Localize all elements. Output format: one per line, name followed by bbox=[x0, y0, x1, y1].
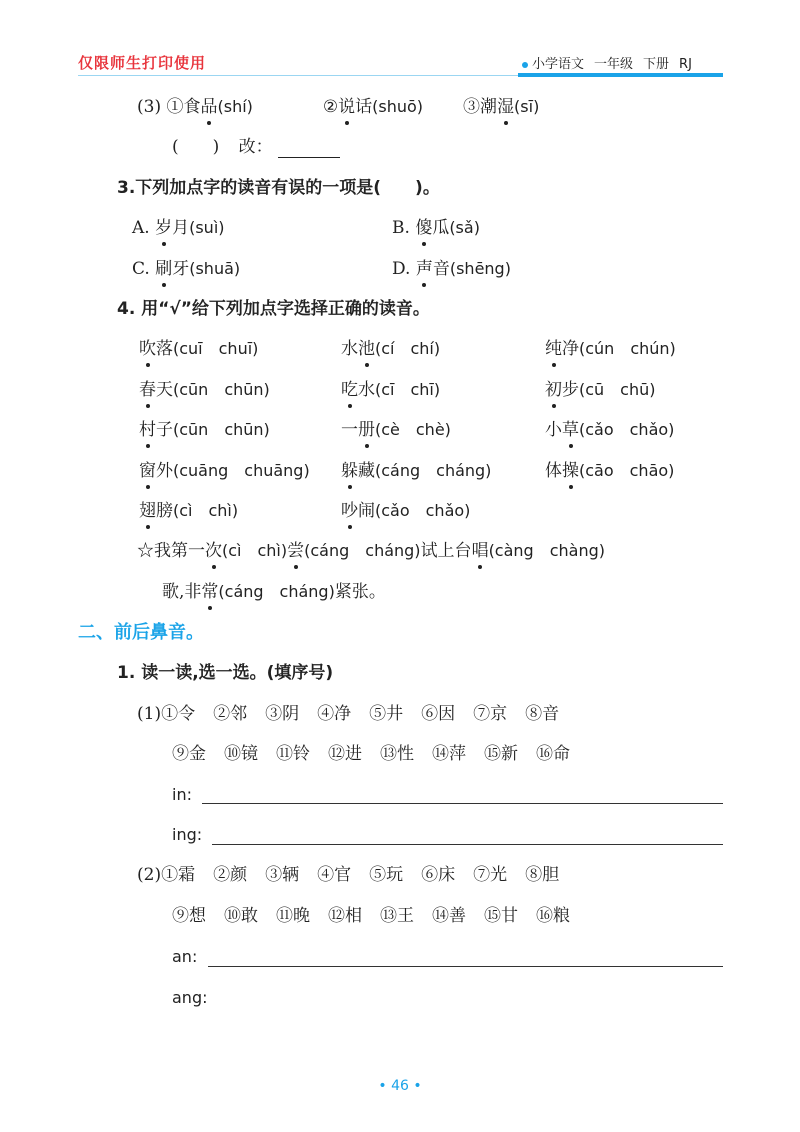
option-label: D. bbox=[392, 259, 411, 279]
sec2-q1-title: 1. 读一读,选一选。(填序号) bbox=[117, 663, 334, 683]
q3-option-b bbox=[392, 217, 480, 239]
dotted-char: 岁 bbox=[155, 218, 173, 238]
char: 音 bbox=[542, 704, 560, 724]
numbered-char bbox=[265, 864, 317, 886]
char: 官 bbox=[334, 865, 352, 885]
answer-paren: ( ) bbox=[172, 137, 220, 157]
volume-label: 下册 bbox=[643, 57, 670, 72]
correction-label: 改： bbox=[238, 137, 273, 157]
circled-number: ⑬ bbox=[380, 744, 397, 764]
circled-number: ③ bbox=[265, 704, 283, 724]
pinyin: (cí chí) bbox=[375, 339, 441, 358]
pinyin: (shí) bbox=[217, 97, 253, 116]
circled-number: ⑯ bbox=[536, 744, 553, 764]
circled-number: ⑫ bbox=[328, 744, 345, 764]
numbered-char bbox=[213, 864, 265, 886]
char: 月 bbox=[172, 218, 190, 238]
option-label: C. bbox=[132, 259, 150, 279]
numbered-char bbox=[161, 703, 213, 725]
item-number: ② bbox=[322, 97, 339, 117]
circled-number: ⑩ bbox=[224, 906, 241, 926]
circled-number: ⑤ bbox=[369, 704, 387, 724]
q3-title: 3.下列加点字的读音有误的一项是( )。 bbox=[117, 178, 440, 198]
option-label: A. bbox=[132, 218, 150, 238]
section-2-title: 二、前后鼻音。 bbox=[78, 622, 204, 643]
q4-item-word bbox=[341, 338, 440, 360]
numbered-char bbox=[265, 703, 317, 725]
pinyin: (cǎo chǎo) bbox=[375, 501, 471, 520]
char: 辆 bbox=[282, 865, 300, 885]
circled-number: ③ bbox=[265, 865, 283, 885]
pinyin: (cūn chūn) bbox=[173, 420, 270, 439]
numbered-char bbox=[328, 743, 380, 765]
char: 体 bbox=[545, 461, 562, 481]
pinyin: (shēng) bbox=[449, 259, 511, 278]
circled-number: ⑥ bbox=[421, 865, 439, 885]
char: 胆 bbox=[542, 865, 560, 885]
q4-item-word bbox=[139, 460, 310, 482]
fill-an-label: an: bbox=[172, 947, 198, 966]
numbered-char bbox=[536, 743, 570, 765]
char: 净 bbox=[562, 339, 579, 359]
circled-number: ⑪ bbox=[276, 744, 293, 764]
char: 落 bbox=[156, 339, 173, 359]
numbered-char bbox=[525, 703, 559, 725]
circled-number: ⑯ bbox=[536, 906, 553, 926]
q4-item-word bbox=[139, 379, 270, 401]
char: 善 bbox=[449, 906, 466, 926]
char: 进 bbox=[345, 744, 362, 764]
char: 霜 bbox=[178, 865, 196, 885]
char: 晚 bbox=[293, 906, 310, 926]
grade-label: 一年级 bbox=[594, 57, 634, 72]
char: 命 bbox=[553, 744, 570, 764]
q4-item-word bbox=[545, 338, 676, 360]
pinyin: (cì chì) bbox=[222, 541, 288, 560]
numbered-char bbox=[369, 703, 421, 725]
char: 镜 bbox=[241, 744, 258, 764]
circled-number: ④ bbox=[317, 865, 335, 885]
edition-label: RJ bbox=[679, 57, 692, 72]
text: 歌,非 bbox=[162, 582, 202, 602]
numbered-char bbox=[172, 905, 224, 927]
q4-star-line-2 bbox=[162, 581, 386, 603]
circled-number: ⑬ bbox=[380, 906, 397, 926]
char: 相 bbox=[345, 906, 362, 926]
bullet-dot-icon bbox=[522, 62, 528, 68]
fill-ing-line[interactable] bbox=[212, 844, 723, 845]
part1-label: (1) bbox=[137, 704, 162, 724]
circled-number: ② bbox=[213, 865, 231, 885]
char: 小 bbox=[545, 420, 562, 440]
numbered-char bbox=[317, 703, 369, 725]
dotted-char: 草 bbox=[562, 420, 579, 440]
dotted-char: 吃 bbox=[341, 380, 358, 400]
circled-number: ⑭ bbox=[432, 906, 449, 926]
circled-number: ⑨ bbox=[172, 744, 189, 764]
char: 子 bbox=[156, 420, 173, 440]
char: 步 bbox=[562, 380, 579, 400]
circled-number: ⑭ bbox=[432, 744, 449, 764]
numbered-char bbox=[421, 864, 473, 886]
char: 京 bbox=[490, 704, 508, 724]
circled-number: ⑨ bbox=[172, 906, 189, 926]
fill-in-line[interactable] bbox=[202, 803, 723, 804]
fill-ang-label: ang: bbox=[172, 988, 208, 1007]
circled-number: ⑤ bbox=[369, 865, 387, 885]
numbered-char bbox=[484, 743, 536, 765]
circled-number: ① bbox=[161, 704, 179, 724]
fill-an-line[interactable] bbox=[208, 966, 723, 967]
circled-number: ⑫ bbox=[328, 906, 345, 926]
pinyin: (cún chún) bbox=[579, 339, 676, 358]
char: 玩 bbox=[386, 865, 404, 885]
circled-number: ⑥ bbox=[421, 704, 439, 724]
pinyin: (cuī chuī) bbox=[173, 339, 259, 358]
numbered-char bbox=[369, 864, 421, 886]
dotted-char: 初 bbox=[545, 380, 562, 400]
pinyin: (sī) bbox=[514, 97, 540, 116]
char: 铃 bbox=[293, 744, 310, 764]
text: 紧张。 bbox=[334, 582, 386, 602]
q3-option-a bbox=[132, 217, 225, 239]
circled-number: ① bbox=[161, 865, 179, 885]
item-number: ① bbox=[166, 97, 184, 117]
q2-item-word bbox=[463, 97, 539, 117]
char: 天 bbox=[156, 380, 173, 400]
char: 床 bbox=[438, 865, 456, 885]
char: 粮 bbox=[553, 906, 570, 926]
dotted-char: 常 bbox=[201, 582, 219, 602]
numbered-char bbox=[473, 864, 525, 886]
char: 邻 bbox=[230, 704, 248, 724]
char: 闹 bbox=[358, 501, 375, 521]
char: 牙 bbox=[172, 259, 190, 279]
q4-item-word bbox=[139, 500, 238, 522]
char: 敢 bbox=[241, 906, 258, 926]
q3-option-d bbox=[392, 258, 511, 280]
header-divider bbox=[78, 75, 518, 76]
pinyin: (cuāng chuāng) bbox=[173, 461, 310, 480]
pinyin: (cī chī) bbox=[375, 380, 441, 399]
char: 想 bbox=[189, 906, 206, 926]
q4-title: 4. 用“√”给下列加点字选择正确的读音。 bbox=[117, 299, 430, 319]
circled-number: ⑦ bbox=[473, 865, 491, 885]
option-label: B. bbox=[392, 218, 410, 238]
numbered-char bbox=[276, 743, 328, 765]
char: 外 bbox=[156, 461, 173, 481]
dotted-char: 次 bbox=[205, 541, 222, 561]
q2-part3-row bbox=[137, 96, 539, 118]
part2-row1 bbox=[137, 864, 559, 886]
char: 音 bbox=[432, 259, 450, 279]
numbered-char bbox=[380, 905, 432, 927]
dotted-char: 声 bbox=[415, 259, 433, 279]
char: 颜 bbox=[230, 865, 248, 885]
char: 水 bbox=[358, 380, 375, 400]
char: 话 bbox=[355, 97, 373, 117]
q4-item-word bbox=[341, 500, 470, 522]
numbered-char bbox=[172, 743, 224, 765]
numbered-char bbox=[421, 703, 473, 725]
circled-number: ④ bbox=[317, 704, 335, 724]
char: 金 bbox=[189, 744, 206, 764]
numbered-char bbox=[484, 905, 536, 927]
correction-blank[interactable] bbox=[278, 141, 340, 158]
char: 水 bbox=[341, 339, 358, 359]
pinyin: (cáng cháng) bbox=[375, 461, 492, 480]
q4-item-word bbox=[341, 379, 440, 401]
char: 光 bbox=[490, 865, 508, 885]
item-number: ③ bbox=[463, 97, 481, 117]
dotted-char: 翅 bbox=[139, 501, 156, 521]
pinyin: (cāo chāo) bbox=[579, 461, 675, 480]
numbered-char bbox=[432, 905, 484, 927]
dotted-char: 刷 bbox=[155, 259, 173, 279]
numbered-char bbox=[432, 743, 484, 765]
numbered-char bbox=[536, 905, 570, 927]
pinyin: (cū chū) bbox=[579, 380, 656, 399]
part-label: (3) bbox=[137, 97, 162, 117]
q4-item-word bbox=[139, 419, 270, 441]
q2-item-word bbox=[167, 97, 253, 117]
q2-item-word bbox=[323, 97, 423, 117]
circled-number: ⑦ bbox=[473, 704, 491, 724]
circled-number: ⑧ bbox=[525, 704, 543, 724]
q4-item-word bbox=[545, 419, 674, 441]
part2-label: (2) bbox=[137, 865, 162, 885]
dotted-char: 吵 bbox=[341, 501, 358, 521]
part2-row2 bbox=[172, 905, 570, 927]
q4-item-word bbox=[341, 460, 491, 482]
char: 瓜 bbox=[432, 218, 450, 238]
dotted-char: 说 bbox=[338, 97, 356, 117]
q3-option-c bbox=[132, 258, 240, 280]
numbered-char bbox=[213, 703, 265, 725]
dotted-char: 品 bbox=[200, 97, 218, 117]
dotted-char: 躲 bbox=[341, 461, 358, 481]
dotted-char: 吹 bbox=[139, 339, 156, 359]
circled-number: ② bbox=[213, 704, 231, 724]
char: 王 bbox=[397, 906, 414, 926]
dotted-char: 村 bbox=[139, 420, 156, 440]
q4-item-word bbox=[545, 379, 656, 401]
char: 藏 bbox=[358, 461, 375, 481]
fill-in-label: in: bbox=[172, 785, 192, 804]
text: ☆我第一 bbox=[137, 541, 205, 561]
char: 膀 bbox=[156, 501, 173, 521]
numbered-char bbox=[525, 864, 559, 886]
part1-row1 bbox=[137, 703, 559, 725]
page-number: • 46 • bbox=[378, 1078, 422, 1094]
dotted-char: 春 bbox=[139, 380, 156, 400]
circled-number: ⑩ bbox=[224, 744, 241, 764]
char: 新 bbox=[501, 744, 518, 764]
pinyin: (shuā) bbox=[189, 259, 241, 278]
pinyin: (shuō) bbox=[372, 97, 424, 116]
char: 一 bbox=[341, 420, 358, 440]
char: 萍 bbox=[449, 744, 466, 764]
dotted-char: 册 bbox=[358, 420, 375, 440]
dotted-char: 唱 bbox=[471, 541, 489, 561]
dotted-char: 尝 bbox=[287, 541, 305, 561]
numbered-char bbox=[161, 864, 213, 886]
dotted-char: 池 bbox=[358, 339, 375, 359]
numbered-char bbox=[328, 905, 380, 927]
part1-row2 bbox=[172, 743, 570, 765]
header-accent-bar bbox=[518, 73, 723, 77]
char: 潮 bbox=[480, 97, 498, 117]
dotted-char: 纯 bbox=[545, 339, 562, 359]
dotted-char: 操 bbox=[562, 461, 579, 481]
circled-number: ⑮ bbox=[484, 906, 501, 926]
numbered-char bbox=[224, 905, 276, 927]
book-info bbox=[522, 53, 702, 72]
q4-item-word bbox=[545, 460, 674, 482]
pinyin: (cūn chūn) bbox=[173, 380, 270, 399]
char: 令 bbox=[178, 704, 196, 724]
q4-star-line-1 bbox=[137, 540, 605, 562]
pinyin: (càng chàng) bbox=[488, 541, 605, 560]
text: 试上台 bbox=[420, 541, 472, 561]
usage-notice: 仅限师生打印使用 bbox=[78, 54, 207, 72]
dotted-char: 湿 bbox=[497, 97, 515, 117]
numbered-char bbox=[317, 864, 369, 886]
pinyin: (sǎ) bbox=[449, 218, 480, 237]
pinyin: (suì) bbox=[189, 218, 225, 237]
numbered-char bbox=[276, 905, 328, 927]
pinyin: (cáng cháng) bbox=[304, 541, 421, 560]
pinyin: (cì chì) bbox=[173, 501, 239, 520]
char: 因 bbox=[438, 704, 456, 724]
dotted-char: 傻 bbox=[415, 218, 433, 238]
char: 性 bbox=[397, 744, 414, 764]
char: 阴 bbox=[282, 704, 300, 724]
page-header bbox=[0, 0, 800, 82]
q4-item-word bbox=[139, 338, 258, 360]
pinyin: (cè chè) bbox=[375, 420, 451, 439]
numbered-char bbox=[224, 743, 276, 765]
pinyin: (cǎo chǎo) bbox=[579, 420, 675, 439]
char: 净 bbox=[334, 704, 352, 724]
q2-answer-row bbox=[172, 136, 340, 158]
char: 甘 bbox=[501, 906, 518, 926]
circled-number: ⑪ bbox=[276, 906, 293, 926]
q4-item-word bbox=[341, 419, 451, 441]
numbered-char bbox=[380, 743, 432, 765]
subject-label: 小学语文 bbox=[532, 57, 585, 72]
circled-number: ⑮ bbox=[484, 744, 501, 764]
dotted-char: 窗 bbox=[139, 461, 156, 481]
fill-ing-label: ing: bbox=[172, 825, 203, 844]
circled-number: ⑧ bbox=[525, 865, 543, 885]
pinyin: (cáng cháng) bbox=[218, 582, 335, 601]
char: 井 bbox=[386, 704, 404, 724]
char: 食 bbox=[183, 97, 201, 117]
numbered-char bbox=[473, 703, 525, 725]
